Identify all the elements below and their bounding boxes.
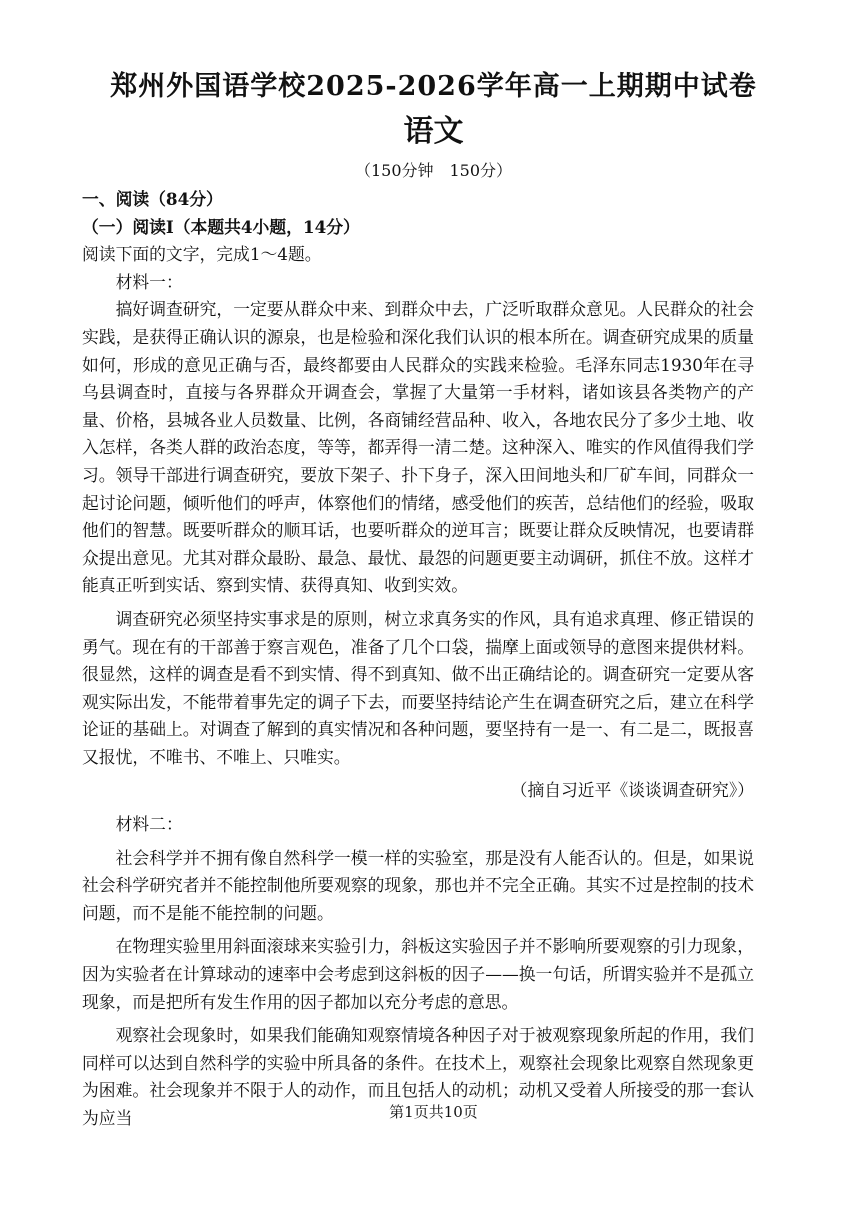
material2-paragraph: 观察社会现象时，如果我们能确知观察情境各种因子对于被观察现象所起的作用，我们同样可以达到自然科学的实验中所具备的条件。在技术上，观察社会现象比观察自然现象更为困难。社会现象并不限于人的动作，而且包括人的动机；动机又受着人所接受的那一套认为应当	[82, 1025, 754, 1128]
exam-title: 郑州外国语学校2025-2026学年高一上期期中试卷	[110, 71, 757, 102]
material2-paragraph: 在物理实验里用斜面滚球来实验引力，斜板这实验因子并不影响所要观察的引力现象，因为实验者在计算球动的速率中会考虑到这斜板的因子——换一句话，所谓实验并不是孤立现象，而是把所有发生作用的因子都加以充分考虑的意思。	[82, 936, 754, 1012]
section-heading: 一、阅读（84分）	[82, 189, 223, 209]
subject-title: 语文	[403, 114, 464, 149]
material1-label: 材料一：	[115, 271, 183, 292]
exam-time-score: （150分钟 150分）	[354, 161, 513, 180]
exam-content	[82, 186, 754, 1133]
material2-label: 材料二：	[115, 814, 183, 835]
material1-paragraph: 调查研究必须坚持实事求是的原则，树立求真务实的作风，具有追求真理、修正错误的勇气。现在有的干部善于察言观色，准备了几个口袋，揣摩上面或领导的意图来提供材料。很显然，这样的调查是看不到实情、得不到真知、做不出正确结论的。调查研究一定要从客观实际出发，不能带着事先定的调子下去，而要坚持结论产生在调查研究之后，建立在科学论证的基础上。对调查了解到的真实情况和各种问题，要坚持有一是一、有二是二，既报喜又报忧，不唯书、不唯上、只唯实。	[82, 608, 754, 767]
page-footer: 第1页共10页	[389, 1103, 478, 1121]
reading-instruction: 阅读下面的文字，完成1～4题。	[82, 244, 322, 265]
material1-paragraph: 搞好调查研究，一定要从群众中来、到群众中去，广泛听取群众意见。人民群众的社会实践，是获得正确认识的源泉，也是检验和深化我们认识的根本所在。调查研究成果的质量如何，形成的意见正确与否，最终都要由人民群众的实践来检验。毛泽东同志1930年在寻乌县调查时，直接与各界群众开调查会，掌握了大量第一手材料，诸如该县各类物产的产量、价格，县城各业人员数量、比例，各商铺经营品种、收入，各地农民分了多少土地、收入怎样，各类人群的政治态度，等等，都弄得一清二楚。这种深入、唯实的作风值得我们学习。领导干部进行调查研究，要放下架子、扑下身子，深入田间地头和厂矿车间，同群众一起讨论问题，倾听他们的呼声，体察他们的情绪，感受他们的疾苦，总结他们的经验，吸取他们的智慧。既要听群众的顺耳话，也要听群众的逆耳言；既要让群众反映情况，也要请群众提出意见。尤其对群众最盼、最急、最忧、最怨的问题更要主动调研，抓住不放。这样才能真正听到实话、察到实情、获得真知、收到实效。	[82, 299, 754, 596]
material1-source: （摘自习近平《谈谈调查研究》）	[510, 780, 754, 801]
material2-paragraph: 社会科学并不拥有像自然科学一模一样的实验室，那是没有人能否认的。但是，如果说社会科学研究者并不能控制他所要观察的现象，那也并不完全正确。其实不过是控制的技术问题，而不是能不能控制的问题。	[82, 847, 754, 923]
sub-section-heading: （一）阅读Ⅰ（本题共4小题，14分）	[82, 216, 360, 237]
